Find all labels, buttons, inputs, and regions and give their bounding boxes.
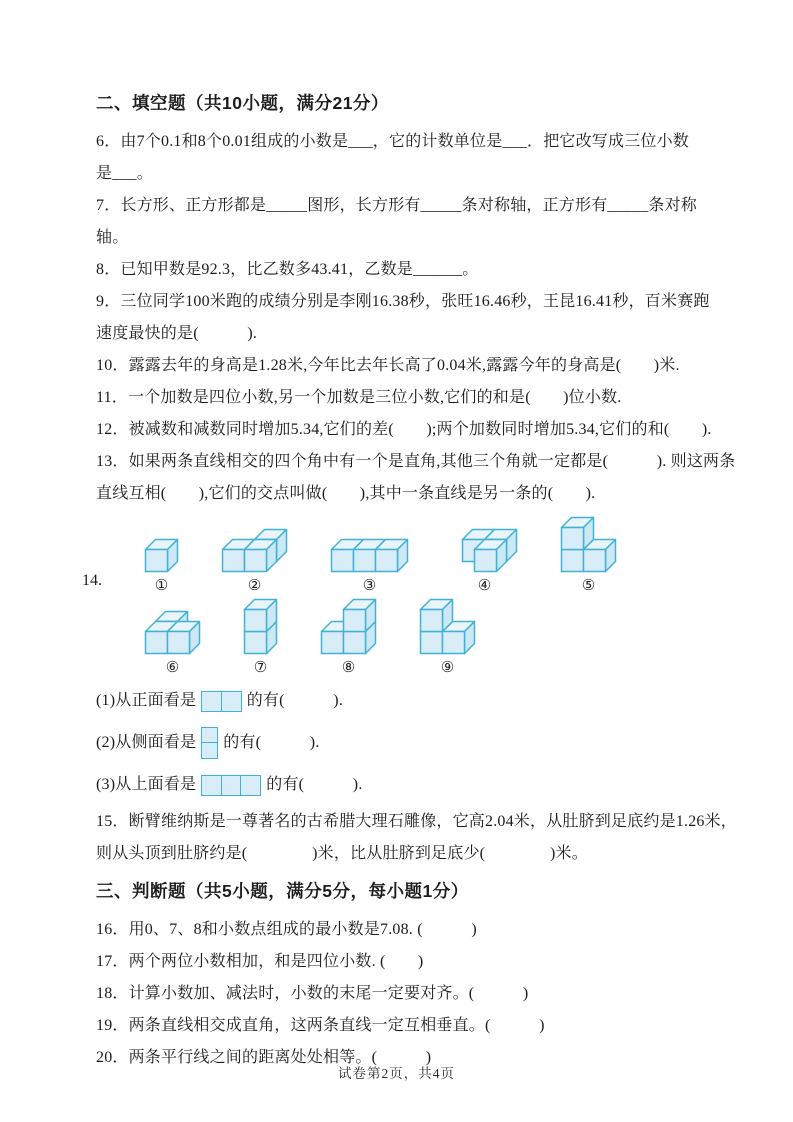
question-6-line-2: 是___。	[96, 165, 154, 182]
question-14-sub-3	[96, 764, 705, 806]
question-13-line-2: 直线互相( ),它们的交点叫做( ),其中一条直线是另一条的( ).	[96, 485, 596, 502]
question-14-sub-1	[96, 680, 705, 722]
cube-figures-row-1	[144, 516, 705, 594]
cube-figure-④	[451, 528, 518, 594]
question-18: 18．计算小数加、减法时，小数的末尾一定要对齐。( )	[96, 985, 529, 1002]
q14-sub-3-suffix: 的有( ).	[266, 776, 363, 793]
figure-label: ⑧	[341, 658, 356, 676]
q14-sub-1-suffix: 的有( ).	[246, 692, 344, 709]
question-16: 16．用0、7、8和小数点组成的最小数是7.08. ( )	[96, 921, 477, 938]
figure-label: ⑥	[165, 658, 180, 676]
view-square	[201, 775, 222, 796]
q14-sub-2-suffix: 的有( ).	[223, 734, 320, 751]
question-9-line-2: 速度最快的是( ).	[96, 325, 258, 342]
section-judge-title: 三、判断题（共5小题，满分5分，每小题1分）	[96, 881, 469, 901]
q14-sub-1-prefix: (1)从正面看是	[96, 692, 197, 709]
figure-label: ⑨	[440, 658, 455, 676]
question-15-line-1: 15．断臂维纳斯是一尊著名的古希腊大理石雕像，它高2.04米，从肚脐到足底约是1.26米，	[96, 813, 738, 830]
question-7-line-1: 7．长方形、正方形都是_____图形，长方形有_____条对称轴，正方形有_____条对称	[96, 197, 698, 214]
question-20: 20．两条平行线之间的距离处处相等。( )	[96, 1049, 432, 1066]
cube-figures	[96, 516, 705, 676]
section-fill-in-title: 二、填空题（共10小题，满分21分）	[96, 93, 389, 113]
cube-figure-②	[221, 528, 288, 594]
question-12: 12．被减数和减数同时增加5.34,它们的差( );两个加数同时增加5.34,它们的和( ).	[96, 421, 712, 438]
view-square	[201, 727, 218, 744]
view-square	[201, 742, 218, 759]
page-footer: 试卷第2页，共4页	[338, 1066, 455, 1081]
question-9-line-1: 9．三位同学100米跑的成绩分别是李刚16.38秒，张旺16.46秒，王昆16.41秒，百米赛跑	[96, 293, 710, 310]
side-view-shape	[201, 727, 218, 760]
figure-label: ⑦	[253, 658, 268, 676]
question-17: 17．两个两位小数相加，和是四位小数. ( )	[96, 953, 424, 970]
figure-label: ②	[247, 576, 262, 594]
question-19: 19．两条直线相交成直角，这两条直线一定互相垂直。( )	[96, 1017, 545, 1034]
question-8: 8．已知甲数是92.3，比乙数多43.41，乙数是______。	[96, 261, 479, 278]
figure-label: ③	[362, 576, 377, 594]
view-square	[240, 775, 261, 796]
cube-figure-⑧	[320, 598, 377, 676]
cube-figure-⑦	[243, 598, 278, 676]
question-11: 11．一个加数是四位小数,另一个加数是三位小数,它们的和是( )位小数.	[96, 389, 622, 406]
cube-figure-①	[144, 538, 179, 594]
view-square	[201, 691, 222, 712]
question-10: 10．露露去年的身高是1.28米,今年比去年长高了0.04米,露露今年的身高是( )米.	[96, 357, 680, 374]
question-14-number: 14.	[82, 572, 102, 589]
front-view-shape	[201, 691, 242, 712]
cube-figure-⑥	[144, 610, 201, 676]
view-square	[221, 691, 242, 712]
question-15-line-2: 则从头顶到肚脐约是( )米，比从肚脐到足底少( )米。	[96, 845, 588, 862]
q14-sub-3-prefix: (3)从上面看是	[96, 776, 197, 793]
figure-label: ④	[477, 576, 492, 594]
question-14	[82, 516, 705, 676]
cube-figure-⑤	[560, 516, 617, 594]
q14-sub-2-prefix: (2)从侧面看是	[96, 734, 197, 751]
question-13-line-1: 13．如果两条直线相交的四个角中有一个是直角,其他三个角就一定都是( ). 则这两条	[96, 453, 736, 470]
top-view-shape	[201, 775, 261, 796]
cube-figure-③	[330, 538, 409, 594]
question-14-sub-2	[96, 722, 705, 764]
cube-figure-⑨	[419, 598, 476, 676]
question-6-line-1: 6．由7个0.1和8个0.01组成的小数是___，它的计数单位是___．把它改写成三位小数	[96, 133, 690, 150]
cube-figures-row-2	[144, 598, 705, 676]
view-square	[221, 775, 242, 796]
figure-label: ⑤	[581, 576, 596, 594]
question-7-line-2: 轴。	[96, 229, 129, 246]
figure-label: ①	[154, 576, 169, 594]
